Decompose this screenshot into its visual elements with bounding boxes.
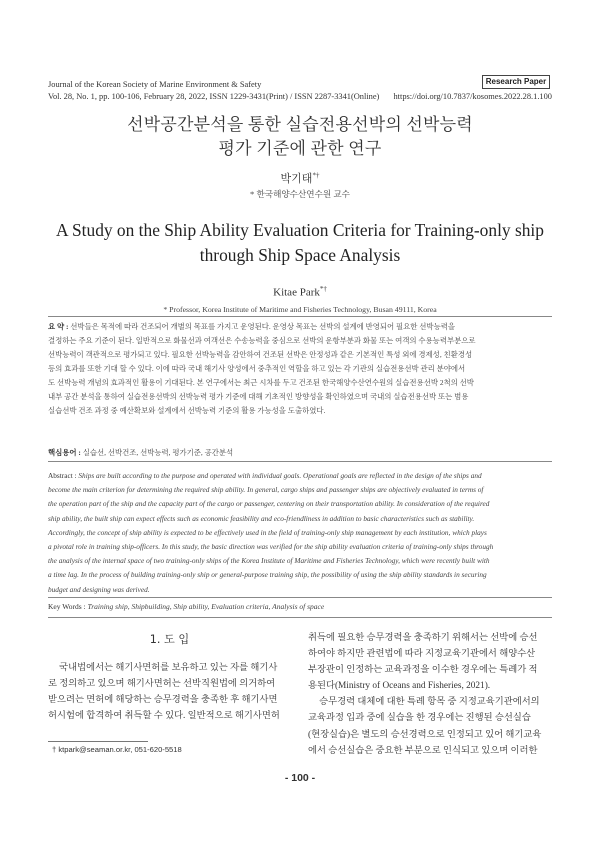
abstract-en-line: Accordingly, the concept of ship ability is expected to be effectively used in the field of training-only ship management by each institution, which plays (48, 527, 487, 537)
abstract-en-line: a time lag. In the process of building training-only ship or general-purpose training ship, the possibility of using the ship ability standards in securing (48, 570, 487, 580)
page-number: - 100 - (284, 772, 316, 784)
text-line: 하여야 하지만 관련법에 따라 지정교육기관에서 해양수산 (308, 649, 536, 660)
korean-affiliation: * 한국해양수산연수원 교수 (250, 189, 350, 199)
abstract-en-line: become the main criterion for determining the required ship ability. In general, cargo ships and passenger ships are objectively evaluated in terms of (48, 485, 484, 495)
abstract-en-line: Ships are built according to the purpose and operated with individual goals. Operational goals are reflected in the design of the ships and (78, 471, 482, 480)
footnote-mark: † (52, 745, 57, 754)
abstract-en-line: ship ability, the built ship can expect effects such as economic feasibility and eco-friendliness in addition to basic characteristics such as stability. (48, 513, 475, 523)
section-1-heading: 1. 도 입 (149, 633, 190, 646)
korean-keywords-text: 실습선, 선박건조, 선박능력, 평가기준, 공간분석 (82, 448, 234, 457)
section-1-right-column (308, 630, 552, 759)
english-keywords (48, 600, 552, 614)
abstract-kr-line: 결정하는 주요 기준이 된다. 일반적으로 화물선과 여객선은 수송능력을 중심으로 선박의 운항부분과 화물 또는 여객의 수용능력부분으로 (48, 336, 476, 345)
korean-abstract-label: 요 약 : (48, 322, 69, 331)
divider-top (48, 316, 552, 317)
english-title-line-2: through Ship Space Analysis (199, 245, 401, 265)
text-line: 허시험에 합격하여 취득할 수 있다. 일반적으로 해기사면허 (48, 711, 280, 722)
divider-bottom (48, 617, 552, 618)
citation-info: Vol. 28, No. 1, pp. 100-106, February 28, 2022, ISSN 1229-3431(Print) / ISSN 2287-3341(Online) (48, 92, 380, 101)
footnote-contact[interactable]: ktpark@seaman.or.kr, 051-620-5518 (58, 745, 182, 754)
divider-middle (48, 461, 552, 462)
paragraph (308, 630, 552, 694)
english-title-line-1: A Study on the Ship Ability Evaluation Criteria for Training-only ship (56, 220, 544, 240)
paragraph (48, 660, 291, 724)
korean-keywords (48, 446, 552, 460)
text-line: 승무경력 대체에 대한 특례 항목 중 지정교육기관에서의 (319, 697, 540, 708)
text-line: 로 정의하고 있으며 해기사면허는 선박직원법에 의거하여 (48, 679, 276, 690)
text-line: 국내법에서는 해기사면허를 보유하고 있는 자를 해기사 (59, 663, 278, 673)
text-line: 용된다(Ministry of Oceans and Fisheries, 2021). (308, 681, 491, 692)
korean-author-mark: *† (312, 171, 320, 180)
english-author-name: Kitae Park (273, 286, 320, 299)
abstract-kr-line: 도 선박능력 개념의 효과적인 활용이 기대된다. 본 연구에서는 최근 시차를 두고 건조된 한국해양수산연수원의 실습전용선박 2척의 선박 (48, 378, 474, 387)
paragraph (308, 694, 552, 758)
abstract-en-line: budget and designing was derived. (48, 584, 150, 594)
english-keywords-label: Key Words : (48, 602, 86, 611)
english-abstract-label: Abstract : (48, 471, 77, 480)
korean-keywords-label: 핵심용어 : (48, 448, 81, 457)
english-keywords-text: Training ship, Shipbuilding, Ship ability, Evaluation criteria, Analysis of space (87, 602, 325, 611)
abstract-kr-line: 실습선박 건조 과정 중 예산확보와 설계에서 선박능력 기준의 활용 가능성을 도출하였다. (48, 406, 326, 415)
korean-abstract (48, 320, 552, 418)
text-line: (현장실습)은 별도의 승선경력으로 인정되고 있어 해기교육 (308, 729, 542, 740)
text-line: 취득에 필요한 승무경력을 충족하기 위해서는 선박에 승선 (308, 633, 538, 643)
korean-author (40, 170, 560, 186)
abstract-en-line: the analysis of the internal space of two training-only ships of the Korea Institute of Maritime and Fisheries Technology, which were recently built with (48, 556, 490, 566)
korean-title-line-1: 선박공간분석을 통한 실습전용선박의 선박능력 (127, 115, 473, 134)
english-abstract (48, 469, 552, 597)
section-1-left-column (48, 660, 291, 724)
english-author-mark: *† (319, 285, 327, 293)
journal-name: Journal of the Korean Society of Marine Environment & Safety (48, 80, 262, 89)
abstract-en-line: the operation part of the ship and the capacity part of the cargo or passenger, centering on their transportation ability. In consideration of the required (48, 499, 490, 509)
korean-title-line-2: 평가 기준에 관한 연구 (218, 139, 382, 158)
doi-link[interactable]: https://doi.org/10.7837/kosomes.2022.28.1.100 (393, 92, 552, 101)
english-affiliation: * Professor, Korea Institute of Maritime and Fisheries Technology, Busan 49111, Korea (163, 305, 437, 314)
footnote-rule (48, 741, 148, 742)
abstract-kr-line: 등의 효과를 또한 기대 할 수 있다. 이에 따라 국내 해기사 양성에서 중추적인 역할을 하고 있는 각 기관의 실습전용선박 관리 분야에서 (48, 364, 466, 373)
abstract-kr-line: 선박능력이 객관적으로 평가되고 있다. 필요한 선박능력을 감안하여 건조된 선박은 안정성과 같은 기본적인 특성 외에 경제성, 친환경성 (48, 350, 473, 359)
abstract-kr-line: 선박들은 목적에 따라 건조되어 개별의 목표를 가지고 운영된다. 운영상 목표는 선박의 설계에 반영되어 필요한 선박능력을 (70, 322, 455, 331)
text-line: 교육과정 입과 중에 실습을 한 경우에는 진행된 승선실습 (308, 713, 531, 724)
text-line: 받으려는 면허에 해당하는 승무경력을 충족한 후 해기사면 (48, 695, 278, 706)
text-line: 부장관이 인정하는 교육과정을 이수한 경우에는 특례가 적 (308, 665, 538, 676)
korean-author-name: 박기태 (280, 173, 313, 185)
abstract-kr-line: 내부 공간 분석을 통하여 실습전용선박의 선박능력 평가 기준에 대해 기초적인 방향성을 확인하였으며 국내의 실습전용선박 또는 범용 (48, 392, 469, 401)
research-paper-badge: Research Paper (482, 75, 550, 89)
divider-bottom-thin (48, 597, 552, 598)
text-line: 에서 승선실습은 중요한 부분으로 인식되고 있으며 이러한 (308, 745, 538, 756)
english-author (40, 285, 560, 299)
footnote (52, 745, 182, 754)
abstract-en-line: a pivotal role in training ship-officers. In this study, the basic direction was verified for the ship ability evaluation criteria of training-only ships through (48, 542, 494, 552)
